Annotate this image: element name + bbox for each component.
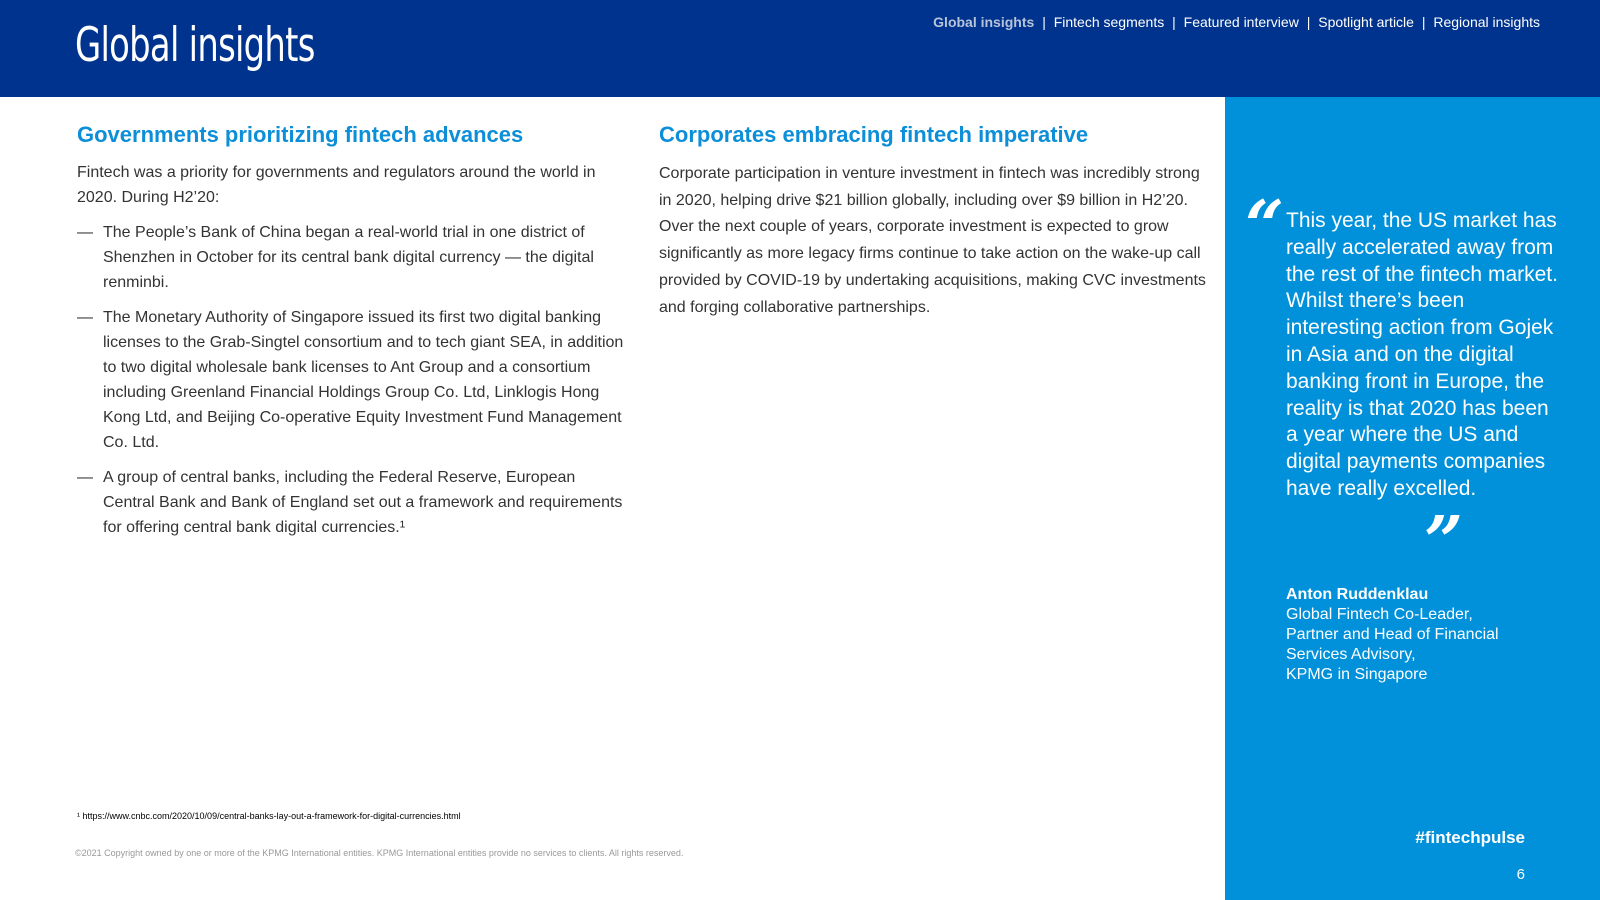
author-role: Global Fintech Co-Leader, Partner and Head of Financial Services Advisory, KPMG in Singapore (1286, 606, 1499, 683)
header-bar (0, 0, 1600, 97)
nav-separator: | (1421, 14, 1426, 30)
nav-separator: | (1172, 14, 1176, 30)
open-quote-icon: “ (1245, 186, 1285, 266)
governments-section (77, 120, 627, 550)
corporates-section (659, 120, 1214, 321)
bullet-list (77, 220, 627, 540)
quote-text: This year, the US market has really accelerated away from the rest of the fintech market. Whilst there’s been interesting action from Gojek in Asia and on the digital banking front in Europe, the reality is that 2020 has been a year where the US and digital payments companies have really excelled. (1286, 209, 1558, 500)
section-intro: Fintech was a priority for governments and regulators around the world in 2020. During H2’20: (77, 164, 596, 206)
section-heading: Corporates embracing fintech imperative (659, 122, 1089, 147)
bullet-text: The Monetary Authority of Singapore issued its first two digital banking licenses to the Grab-Singtel consortium and to tech giant SEA, in addition to two digital wholesale bank licenses to Ant Group and a consortium including Greenland Financial Holdings Group Co. Ltd, Linklogis Hong Kong Ltd, and Beijing Co-operative Equity Investment Fund Management Co. Ltd. (103, 309, 624, 451)
top-navigation (933, 14, 1540, 30)
dash-marker: — (77, 469, 93, 486)
section-body: Corporate participation in venture investment in fintech was incredibly strong in 2020, helping drive $21 billion globally, including over $9 billion in H2’20. Over the next couple of years, corporate investment is expected to grow significantly as more legacy firms continue to take action on the wake-up call provided by COVID-19 by undertaking acquisitions, making CVC investments and forging collaborative partnerships. (659, 165, 1206, 316)
hashtag-label: #fintechpulse (1415, 828, 1525, 847)
nav-spotlight-article[interactable]: Spotlight article (1318, 14, 1414, 30)
close-quote-icon: ” (1424, 502, 1464, 582)
page-number: 6 (1516, 866, 1525, 883)
author-name: Anton Ruddenklau (1286, 586, 1429, 603)
bullet-item (77, 465, 627, 540)
bullet-text: A group of central banks, including the Federal Reserve, European Central Bank and Bank of England set out a framework and requirements for offering central bank digital currencies.¹ (103, 469, 623, 536)
footnote-link[interactable]: ¹ https://www.cnbc.com/2020/10/09/central-banks-lay-out-a-framework-for-digital-currencies.html (77, 811, 461, 821)
section-heading: Governments prioritizing fintech advances (77, 122, 524, 147)
bullet-text: The People’s Bank of China began a real-world trial in one district of Shenzhen in October for its central bank digital currency — the digital renminbi. (103, 224, 594, 291)
copyright-notice: ©2021 Copyright owned by one or more of the KPMG International entities. KPMG International entities provide no services to clients. All rights reserved. (75, 848, 684, 858)
nav-fintech-segments[interactable]: Fintech segments (1053, 14, 1165, 30)
quote-author (1286, 585, 1556, 685)
nav-separator: | (1042, 14, 1046, 30)
page-title: Global insights (75, 18, 315, 73)
dash-marker: — (77, 224, 93, 241)
nav-featured-interview[interactable]: Featured interview (1183, 14, 1299, 30)
bullet-item (77, 305, 627, 455)
nav-separator: | (1306, 14, 1311, 30)
nav-regional-insights[interactable]: Regional insights (1433, 14, 1540, 30)
dash-marker: — (77, 309, 93, 326)
nav-global-insights[interactable]: Global insights (933, 14, 1035, 30)
bullet-item (77, 220, 627, 295)
